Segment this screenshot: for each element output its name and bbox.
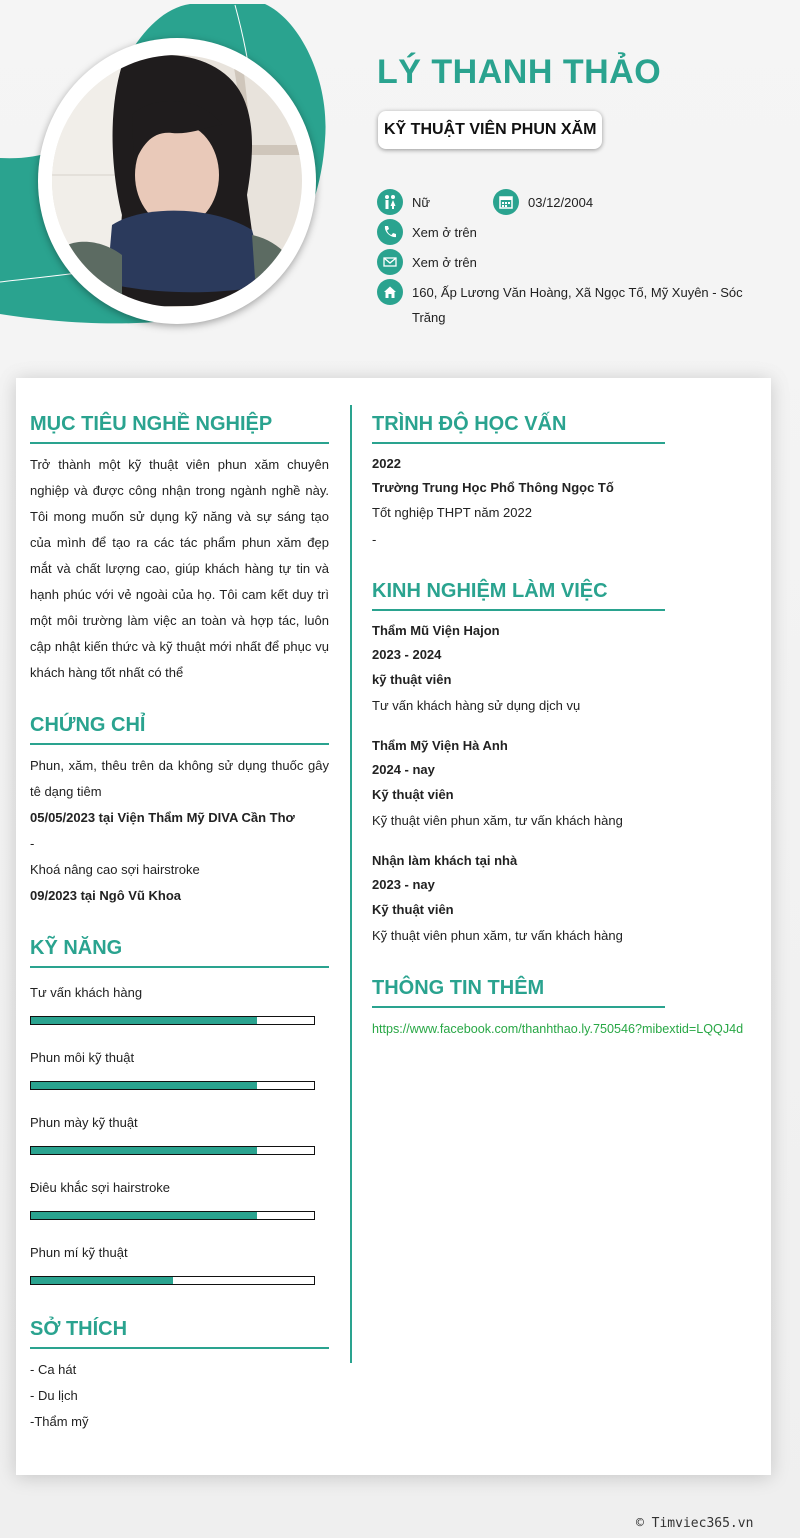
phone-value: Xem ở trên [412,225,477,240]
certificates-list [30,753,329,909]
objective-line: khách hàng tốt nhất có thể [30,665,184,680]
skill-bar-fill [31,1277,173,1284]
certificate-date: 05/05/2023 tại Viện Thẩm Mỹ DIVA Cần Thơ [30,810,295,825]
skill-label: Phun mày kỹ thuật [30,1115,138,1130]
objective-text [30,452,329,686]
column-divider [350,405,352,1363]
education-entry [372,452,752,554]
education-title: TRÌNH ĐỘ HỌC VẤN [372,413,665,444]
address-line-2: Trăng [412,310,446,325]
objective-title: MỤC TIÊU NGHỀ NGHIỆP [30,413,329,444]
certificate-name: Phun, xăm, thêu trên da không sử dụng thuốc gây [30,758,329,773]
skill-bar-fill [31,1017,257,1024]
experience-entry [372,849,752,949]
hobby-item: - Ca hát [30,1362,77,1377]
job-role: kỹ thuật viên [372,672,452,687]
objective-line: một môi trường làm việc an toàn và hợp tác, luôn [30,613,329,628]
skill-bar [30,1276,315,1285]
skill-label: Phun môi kỹ thuật [30,1050,135,1065]
hobby-item: -Thẩm mỹ [30,1414,89,1429]
skill-bar-fill [31,1147,257,1154]
experience-entry [372,619,752,719]
job-description: Kỹ thuật viên phun xăm, tư vấn khách hàng [372,928,623,943]
job-description: Kỹ thuật viên phun xăm, tư vấn khách hàng [372,813,623,828]
education-extra: - [372,532,377,547]
experience-title: KINH NGHIỆM LÀM VIỆC [372,580,665,611]
skill-label: Phun mí kỹ thuật [30,1245,128,1260]
objective-line: hạnh phúc với vẻ ngoài của họ. Tôi cam kết duy trì [30,587,329,602]
certificate-date: 09/2023 tại Ngô Vũ Khoa [30,888,181,903]
hobbies-title: SỞ THÍCH [30,1318,329,1349]
calendar-icon [493,189,519,215]
objective-line: của mình để tạo ra các tác phẩm phun xăm đẹp [30,535,329,550]
job-company: Thẩm Mũ Viện Hajon [372,623,500,638]
candidate-name: LÝ THANH THẢO [377,53,662,91]
email-icon [377,249,403,275]
job-period: 2023 - 2024 [372,647,442,662]
hobbies-list [30,1357,329,1435]
address-line-1: 160, Ấp Lương Văn Hoàng, Xã Ngọc Tố, Mỹ Xuyên - Sóc [412,285,743,300]
skill-label: Điêu khắc sợi hairstroke [30,1180,171,1195]
objective-line: mắt và chất lượng cao, giúp khách hàng tự tin và [30,561,329,576]
skill-bar [30,1146,315,1155]
skill-bar [30,1081,315,1090]
certificate-separator: - [30,836,35,851]
job-role: Kỹ thuật viên [372,902,454,917]
address-value [412,280,743,330]
cv-header [0,0,800,350]
education-detail: Tốt nghiệp THPT năm 2022 [372,505,532,520]
phone-icon [377,219,403,245]
skill-bar [30,1016,315,1025]
education-year: 2022 [372,456,401,471]
objective-line: cập nhật kiến thức và kỹ thuật mới nhất để phục vụ [30,639,329,654]
certificate-name: tê dạng tiêm [30,784,102,799]
hobby-item: - Du lịch [30,1388,78,1403]
job-description: Tư vấn khách hàng sử dụng dịch vụ [372,698,581,713]
facebook-link[interactable]: https://www.facebook.com/thanhthao.ly.750546?mibextid=LQQJ4d [372,1022,744,1036]
skill-bar [30,1211,315,1220]
gender-value: Nữ [412,195,431,210]
job-role: Kỹ thuật viên [372,787,454,802]
email-value: Xem ở trên [412,255,477,270]
birthday-value: 03/12/2004 [528,195,594,210]
job-company: Thẩm Mỹ Viện Hà Anh [372,738,508,753]
skill-label: Tư vấn khách hàng [30,985,143,1000]
certificates-title: CHỨNG CHỈ [30,714,329,745]
skills-title: KỸ NĂNG [30,937,329,968]
gender-icon [377,189,403,215]
skill-bar-fill [31,1212,257,1219]
objective-line: Trở thành một kỹ thuật viên phun xăm chuyên [30,457,329,472]
avatar [52,55,302,307]
home-icon [377,279,403,305]
job-period: 2024 - nay [372,762,435,777]
education-school: Trường Trung Học Phổ Thông Ngọc Tố [372,480,614,495]
footer-copyright: © Timviec365.vn [636,1516,754,1531]
job-period: 2023 - nay [372,877,435,892]
skill-bar-fill [31,1082,257,1089]
job-company: Nhận làm khách tại nhà [372,853,518,868]
more-info-title: THÔNG TIN THÊM [372,977,665,1008]
certificate-name: Khoá nâng cao sợi hairstroke [30,862,200,877]
objective-line: Tôi mong muốn sử dụng kỹ năng và sự sáng tạo [30,509,329,524]
avatar-photo [52,55,302,307]
job-title-badge: KỸ THUẬT VIÊN PHUN XĂM [378,111,602,149]
objective-line: nghiệp và được công nhận trong ngành nghề này. [30,483,329,498]
experience-entry [372,734,752,834]
